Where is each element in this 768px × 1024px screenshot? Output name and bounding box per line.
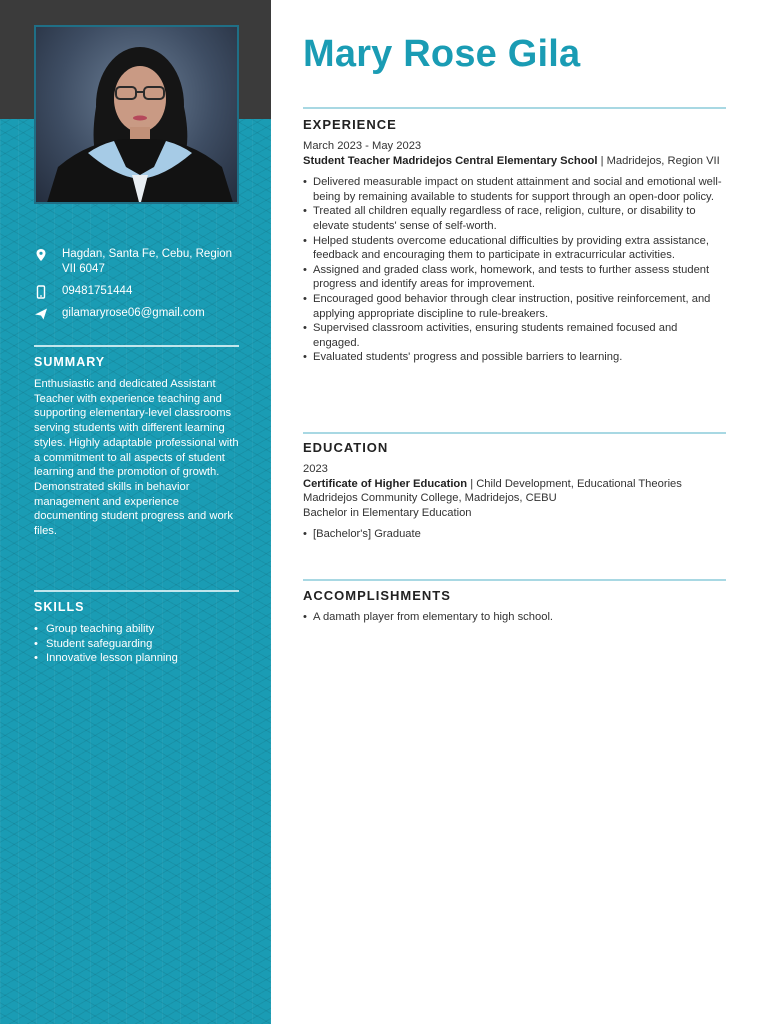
- skills-list: [34, 622, 178, 666]
- section-divider: [303, 432, 726, 434]
- accomplishments-entry: [303, 610, 723, 625]
- section-divider: [303, 107, 726, 109]
- education-field: | Child Development, Educational Theories: [467, 477, 682, 490]
- address-text: Hagdan, Santa Fe, Cebu, Region VII 6047: [62, 248, 233, 275]
- education-program: Bachelor in Elementary Education: [303, 506, 472, 519]
- accomplishments-heading: ACCOMPLISHMENTS: [303, 588, 451, 603]
- list-item: • Helped students overcome educational difficulties by providing extra assistance, feedback and encouraging them to participate in extracurricular activities.: [303, 234, 723, 263]
- list-item: • [Bachelor's] Graduate: [303, 527, 723, 542]
- experience-dates: March 2023 - May 2023: [303, 140, 422, 152]
- list-item: • Assigned and graded class work, homework, and tests to further assess student progress and identify areas for improvement.: [303, 263, 723, 292]
- list-item: • Treated all children equally regardless of race, religion, culture, or disability to elevate students' sense of self-worth.: [303, 204, 723, 233]
- education-degree-line: [303, 477, 723, 492]
- section-divider: [303, 579, 726, 581]
- education-entry: [303, 462, 723, 542]
- sidebar-divider: [34, 345, 239, 347]
- email-text: gilamaryrose06@gmail.com: [62, 307, 205, 319]
- summary-text: Enthusiastic and dedicated Assistant Teacher with experience teaching and supporting elementary-level classrooms serving students with different learning styles. Highly adaptable professional with a commitment to all aspects of student learning and the promotion of growth. Demonstrated skills in behavior management and experience documenting student progress and work files.: [34, 378, 239, 538]
- profile-photo: [34, 25, 239, 204]
- experience-title: Student Teacher Madridejos Central Elementary School: [303, 154, 598, 167]
- candidate-name: Mary Rose Gila: [303, 33, 581, 75]
- sidebar-divider: [34, 590, 239, 592]
- accomplishments-bullets: [303, 610, 723, 625]
- list-item: • A damath player from elementary to high school.: [303, 610, 723, 625]
- send-icon: [34, 307, 48, 321]
- experience-heading: EXPERIENCE: [303, 117, 397, 132]
- experience-location: | Madridejos, Region VII: [597, 154, 720, 167]
- list-item: • Delivered measurable impact on student attainment and social and emotional well-being by remaining available to students for support through an open-door policy.: [303, 175, 723, 204]
- skills-heading: SKILLS: [34, 600, 85, 614]
- location-pin-icon: [34, 248, 48, 262]
- list-item: • Group teaching ability: [34, 622, 178, 637]
- phone-icon: [34, 285, 48, 299]
- experience-entry: [303, 139, 723, 365]
- education-bullets: [303, 527, 723, 542]
- summary-heading: SUMMARY: [34, 355, 106, 369]
- education-heading: EDUCATION: [303, 440, 389, 455]
- education-school: Madridejos Community College, Madridejos, CEBU: [303, 492, 557, 505]
- list-item: • Supervised classroom activities, ensuring students remained focused and engaged.: [303, 321, 723, 350]
- experience-title-line: [303, 154, 723, 169]
- education-year: 2023: [303, 463, 328, 475]
- list-item: • Innovative lesson planning: [34, 651, 178, 666]
- education-degree: Certificate of Higher Education: [303, 477, 468, 490]
- experience-bullets: [303, 175, 723, 365]
- list-item: • Encouraged good behavior through clear instruction, positive reinforcement, and applying appropriate discipline to rule-breakers.: [303, 292, 723, 321]
- list-item: • Evaluated students' progress and possible barriers to learning.: [303, 350, 723, 365]
- list-item: • Student safeguarding: [34, 637, 178, 652]
- phone-text: 09481751444: [62, 285, 133, 297]
